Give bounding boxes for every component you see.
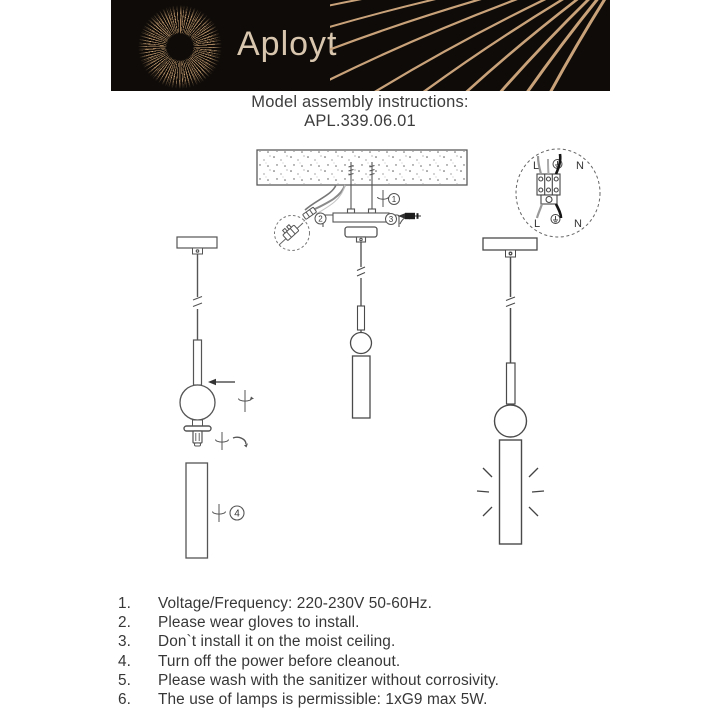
instruction-item bbox=[118, 652, 678, 671]
wire-label-bottom-l: L bbox=[533, 218, 541, 230]
pendant-assembled-diagram bbox=[351, 242, 372, 418]
callout-1-group bbox=[378, 190, 400, 207]
instruction-list bbox=[118, 594, 678, 709]
title-block bbox=[0, 93, 720, 131]
instruction-item bbox=[118, 671, 678, 690]
wire-label-bottom-n: N bbox=[574, 218, 582, 230]
callout-4: 4 bbox=[234, 508, 240, 520]
item-text: Turn off the power before cleanout. bbox=[158, 652, 401, 670]
wire-label-top-l: L bbox=[532, 160, 540, 172]
callout-4-group bbox=[213, 504, 245, 522]
page-title: Model assembly instructions: bbox=[251, 93, 469, 111]
brand-name: Aployt bbox=[237, 25, 338, 63]
item-number: 3. bbox=[118, 633, 132, 651]
ceiling-slab bbox=[257, 150, 467, 185]
item-text: Please wash with the sanitizer without corrosivity. bbox=[158, 671, 499, 689]
instruction-item bbox=[118, 690, 678, 709]
item-number: 5. bbox=[118, 671, 132, 689]
callout-3: 3 bbox=[388, 215, 394, 224]
item-text: The use of lamps is permissible: 1xG9 max 5W. bbox=[158, 691, 488, 709]
callout-1: 1 bbox=[391, 195, 397, 204]
instruction-item bbox=[118, 632, 678, 651]
item-number: 4. bbox=[118, 652, 132, 670]
callout-3-group bbox=[386, 213, 422, 225]
item-text: Don`t install it on the moist ceiling. bbox=[158, 633, 396, 651]
brand-banner bbox=[111, 0, 610, 91]
item-number: 1. bbox=[118, 595, 132, 612]
item-number: 2. bbox=[118, 614, 132, 632]
rotate-icon bbox=[239, 390, 255, 412]
terminal-block bbox=[537, 174, 560, 204]
rays-decoration-icon bbox=[330, 0, 610, 91]
item-text: Voltage/Frequency: 220-230V 50-60Hz. bbox=[158, 595, 432, 612]
model-number: APL.339.06.01 bbox=[304, 112, 416, 130]
item-text: Please wear gloves to install. bbox=[158, 614, 360, 632]
item-number: 6. bbox=[118, 691, 132, 709]
instruction-item bbox=[118, 613, 678, 632]
callout-2: 2 bbox=[318, 214, 323, 224]
wire-connector-detail bbox=[275, 213, 327, 251]
wire-label-top-n: N bbox=[576, 160, 584, 172]
sunburst-logo-icon bbox=[138, 5, 222, 89]
pendant-lit-diagram bbox=[477, 238, 544, 544]
wiring-terminal-detail bbox=[516, 149, 600, 237]
assembly-diagram bbox=[0, 140, 720, 600]
screw-in-icon bbox=[216, 432, 249, 450]
socket-and-bulb bbox=[184, 420, 211, 446]
pendant-steps-diagram bbox=[177, 237, 254, 558]
instruction-item bbox=[118, 594, 678, 613]
